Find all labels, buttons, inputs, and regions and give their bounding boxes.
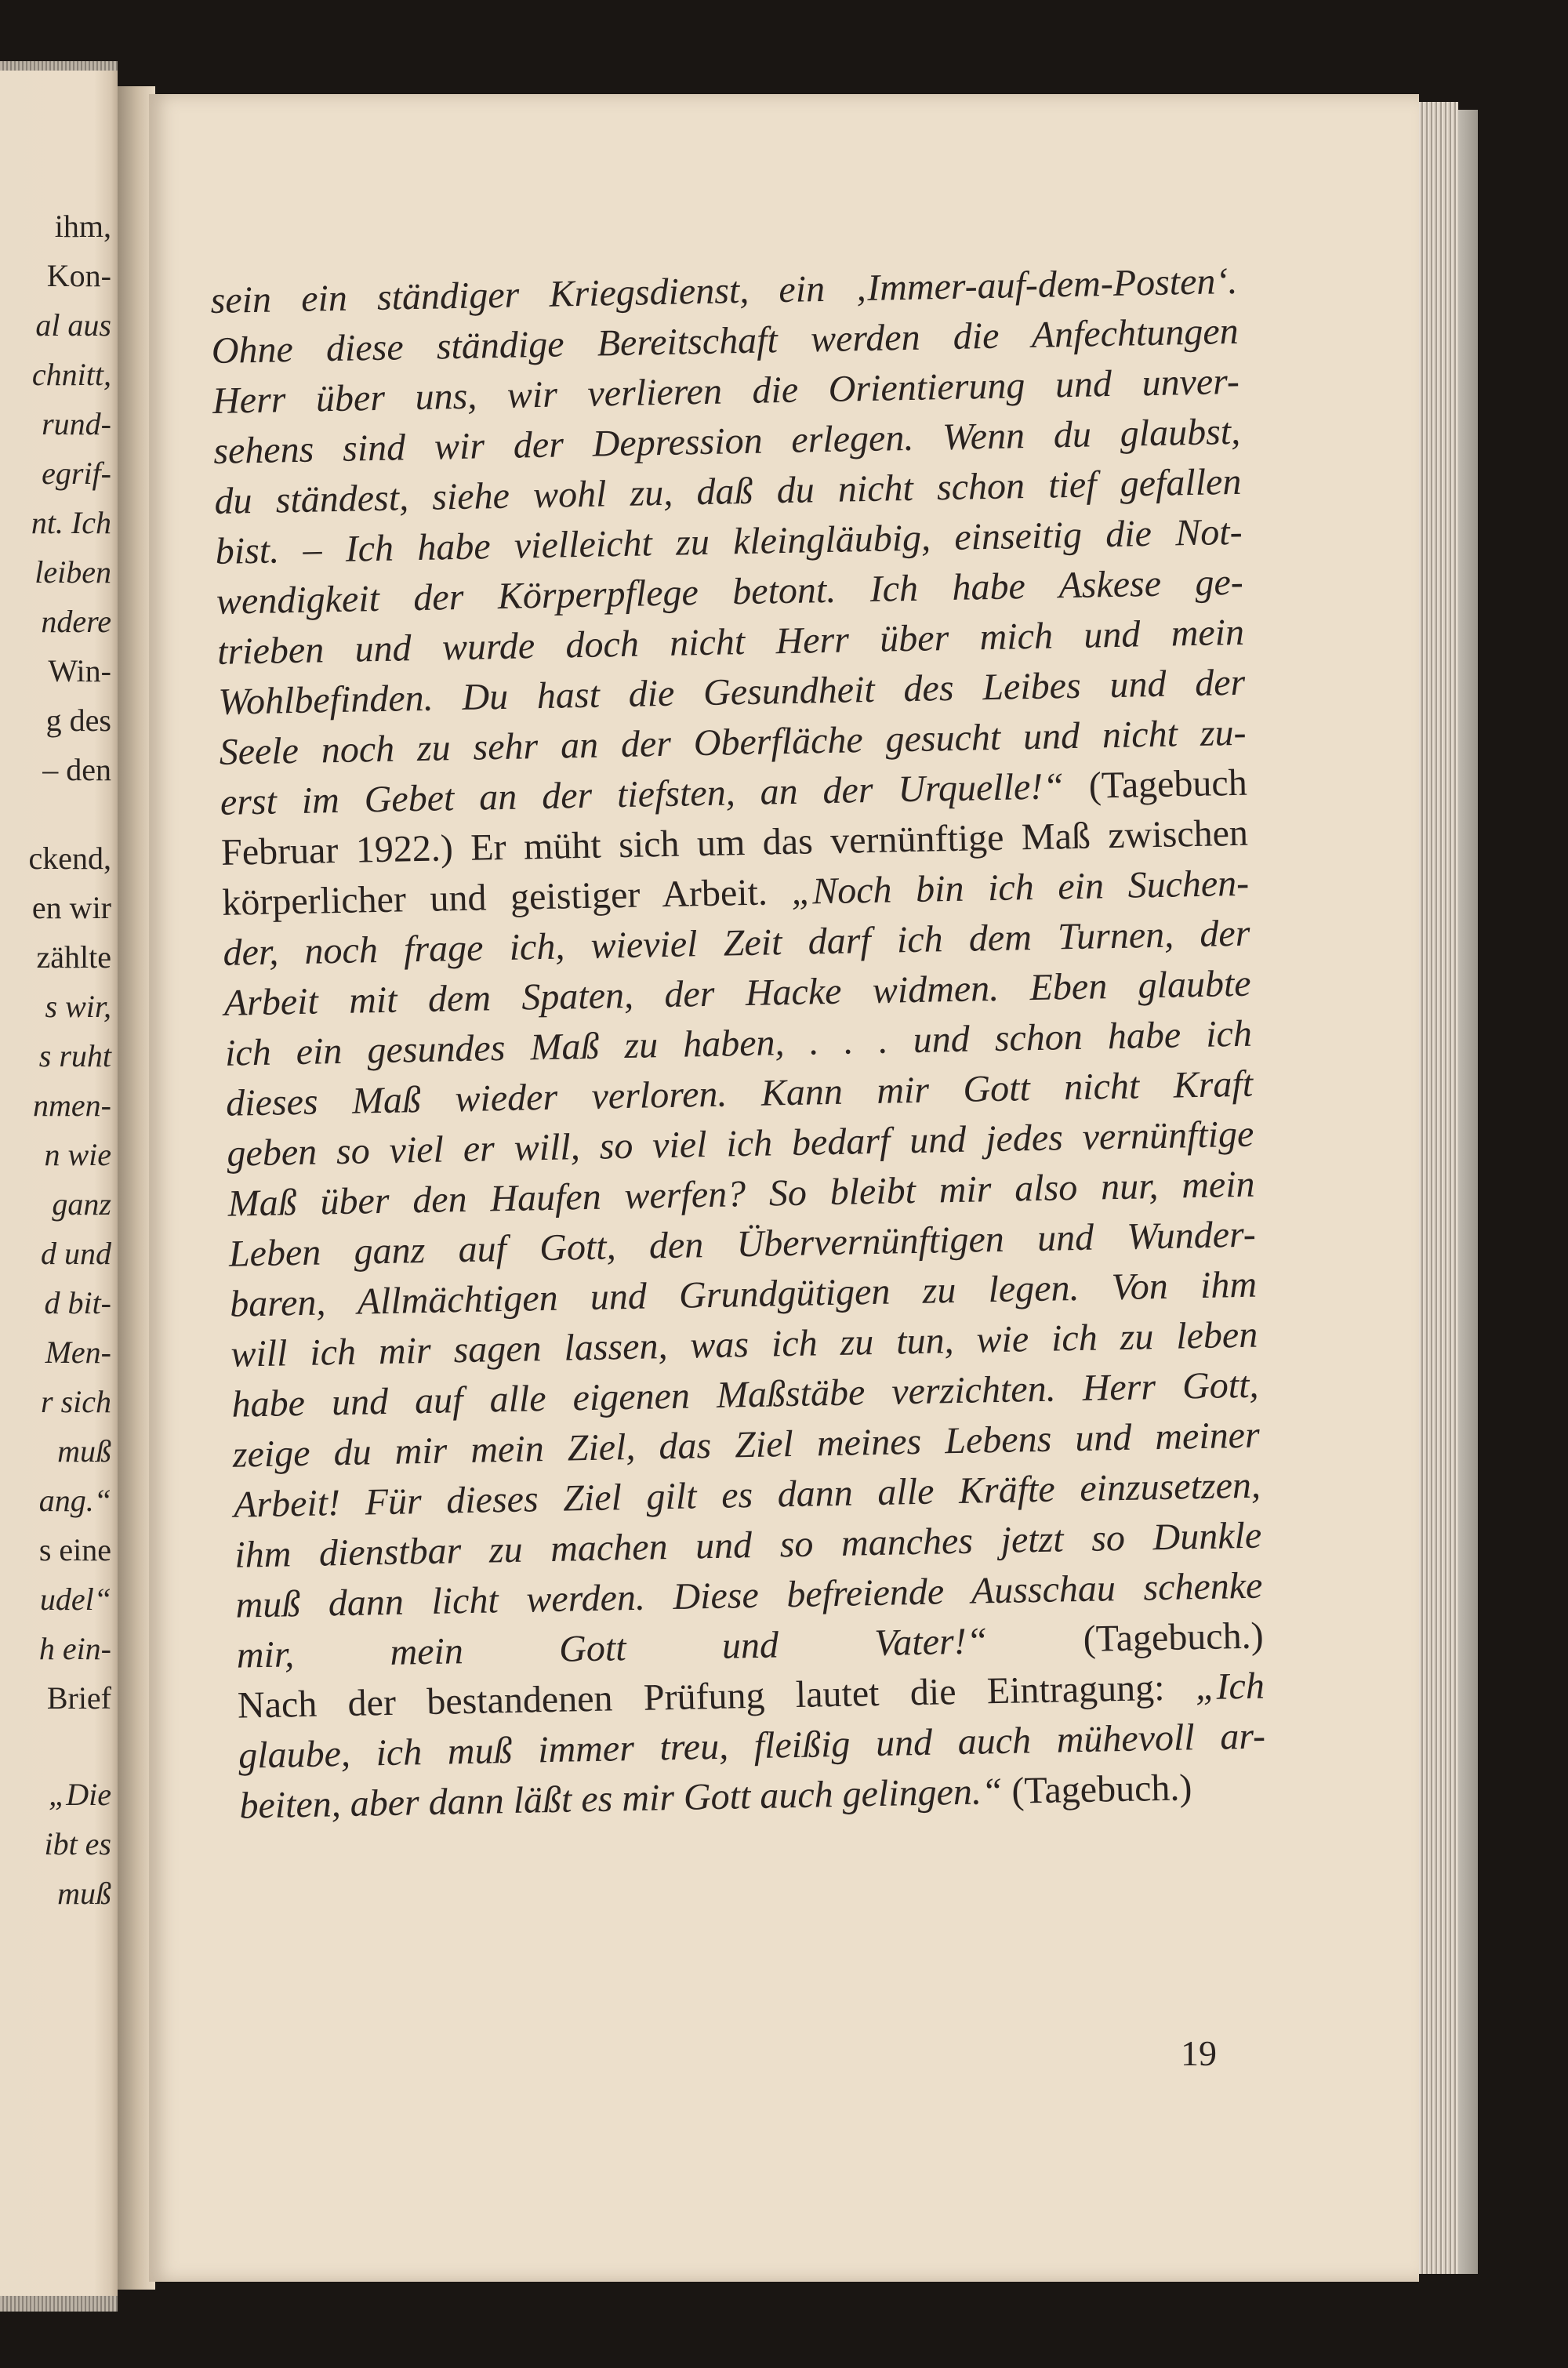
italic-text: ihm dienstbar zu machen und so manches jetzt so Dunkle <box>234 1514 1262 1576</box>
page-number: 19 <box>1181 2033 1217 2073</box>
left-page-fragment: Men- <box>45 1335 111 1370</box>
italic-text: beiten, aber dann läßt es mir Gott auch gelingen.“ <box>238 1770 1004 1827</box>
left-page <box>0 71 118 2297</box>
left-page-fragment: „Die <box>49 1777 111 1812</box>
left-page-fragment: ndere <box>41 604 111 639</box>
italic-text: dieses Maß wieder verloren. Kann mir Gott nicht Kraft <box>225 1062 1254 1124</box>
left-page-fragment: d und <box>41 1236 111 1271</box>
italic-text: Seele noch zu sehr an der Oberfläche gesucht und nicht zu- <box>219 711 1247 773</box>
italic-text: glaube, ich muß immer treu, fleißig und auch mühevoll ar- <box>238 1715 1266 1777</box>
left-page-fragment: ang.“ <box>38 1483 111 1518</box>
italic-text: will ich mir sagen lassen, was ich zu tun, wie ich zu leben <box>230 1313 1258 1375</box>
left-page-fragment: leiben <box>34 554 111 590</box>
italic-text: zeige du mir mein Ziel, das Ziel meines Lebens und meiner <box>232 1414 1261 1476</box>
italic-text: habe und auf alle eigenen Maßstäbe verzichten. Herr Gott, <box>231 1364 1259 1426</box>
left-page-fragment: nmen- <box>33 1088 111 1123</box>
left-page-fragment: d bit- <box>44 1285 111 1320</box>
roman-text: (Tagebuch <box>1063 761 1248 808</box>
left-page-fragment: ibt es <box>44 1826 111 1861</box>
left-page-fragment: s ruht <box>38 1038 111 1073</box>
left-page-fragment: s eine <box>38 1532 111 1567</box>
roman-text: Februar 1922.) Er müht sich um das vernünftige Maß zwischen <box>220 812 1249 873</box>
left-page-fragment: ihm, <box>54 209 111 244</box>
italic-text: Leben ganz auf Gott, den Übervernünftigen und Wunder- <box>228 1213 1257 1275</box>
italic-text: Arbeit mit dem Spaten, der Hacke widmen. Eben glaubte <box>223 962 1252 1024</box>
italic-text: trieben und wurde doch nicht Herr über mich und mein <box>216 611 1245 673</box>
italic-text: Arbeit! Für dieses Ziel gilt es dann alle Kräfte einzusetzen, <box>233 1464 1261 1526</box>
roman-text: körperlicher und geistiger Arbeit. <box>221 870 793 924</box>
left-page-fragment: egrif- <box>42 456 111 491</box>
italic-text: sehens sind wir der Depression erlegen. Wenn du glaubst, <box>212 410 1241 472</box>
left-page-fragment: muß <box>57 1433 111 1469</box>
italic-text: baren, Allmächtigen und Grundgütigen zu legen. Von ihm <box>229 1263 1258 1325</box>
left-page-fragment: s wir, <box>45 989 111 1024</box>
left-page-fragment: r sich <box>41 1384 111 1419</box>
roman-text: (Tagebuch.) <box>986 1614 1265 1662</box>
italic-text: „Noch bin ich ein Suchen- <box>790 862 1250 913</box>
left-page-fragment: n wie <box>44 1137 111 1172</box>
italic-text: Wohlbefinden. Du hast die Gesundheit des Leibes und der <box>217 661 1246 723</box>
left-page-bottom-edge <box>0 2296 118 2312</box>
italic-text: Herr über uns, wir verlieren die Orientierung und unver- <box>212 360 1240 422</box>
italic-text: Ohne diese ständige Bereitschaft werden die Anfechtungen <box>211 310 1240 372</box>
italic-text: ich ein gesundes Maß zu haben, . . . und schon habe ich <box>224 1012 1253 1074</box>
left-page-fragment: chnitt, <box>31 357 111 392</box>
left-page-fragment: zählte <box>36 939 111 975</box>
italic-text: geben so viel er will, so viel ich bedarf und jedes vernünftige <box>226 1113 1254 1175</box>
left-page-fragment: g des <box>45 703 111 738</box>
left-page-fragment: al aus <box>35 307 111 343</box>
italic-text: mir, mein Gott und Vater!“ <box>236 1620 988 1676</box>
italic-text: muß dann licht werden. Diese befreiende Ausschau schenke <box>235 1564 1263 1626</box>
left-page-fragment: Brief <box>46 1680 111 1716</box>
left-page-fragment: ganz <box>52 1186 111 1222</box>
left-page-fragment: muß <box>57 1876 111 1911</box>
left-page-fragment: nt. Ich <box>31 505 111 540</box>
italic-text: der, noch frage ich, wieviel Zeit darf ich dem Turnen, der <box>223 912 1250 974</box>
italic-text: wendigkeit der Körperpflege betont. Ich habe Askese ge- <box>216 561 1244 623</box>
left-page-fragment: Kon- <box>46 258 111 293</box>
left-page-fragment: h ein- <box>38 1631 111 1666</box>
body-text <box>210 256 1267 1832</box>
roman-text: (Tagebuch.) <box>1001 1767 1192 1812</box>
left-page-fragment: Win- <box>48 653 111 688</box>
italic-text: Maß über den Haufen werfen? So bleibt mir also nur, mein <box>227 1163 1255 1225</box>
left-page-fragment: – den <box>42 752 111 787</box>
italic-text: du ständest, siehe wohl zu, daß du nicht schon tief gefallen <box>214 460 1242 522</box>
page-stack-edges <box>1415 102 1458 2274</box>
italic-text: sein ein ständiger Kriegsdienst, ein ‚Immer-auf-dem-Posten‘. <box>210 260 1238 321</box>
italic-text: „Ich <box>1195 1665 1265 1709</box>
left-page-fragment: rund- <box>42 406 111 441</box>
left-page-fragment: udel“ <box>39 1582 111 1617</box>
roman-text: Nach der bestandenen Prüfung lautet die Eintragung: <box>237 1666 1196 1727</box>
italic-text: erst im Gebet an der tiefsten, an der Urquelle!“ <box>220 765 1065 823</box>
left-page-fragment: ckend, <box>28 841 111 876</box>
left-page-fragment: en wir <box>31 890 111 925</box>
italic-text: bist. – Ich habe vielleicht zu kleingläubig, einseitig die Not- <box>215 510 1243 572</box>
